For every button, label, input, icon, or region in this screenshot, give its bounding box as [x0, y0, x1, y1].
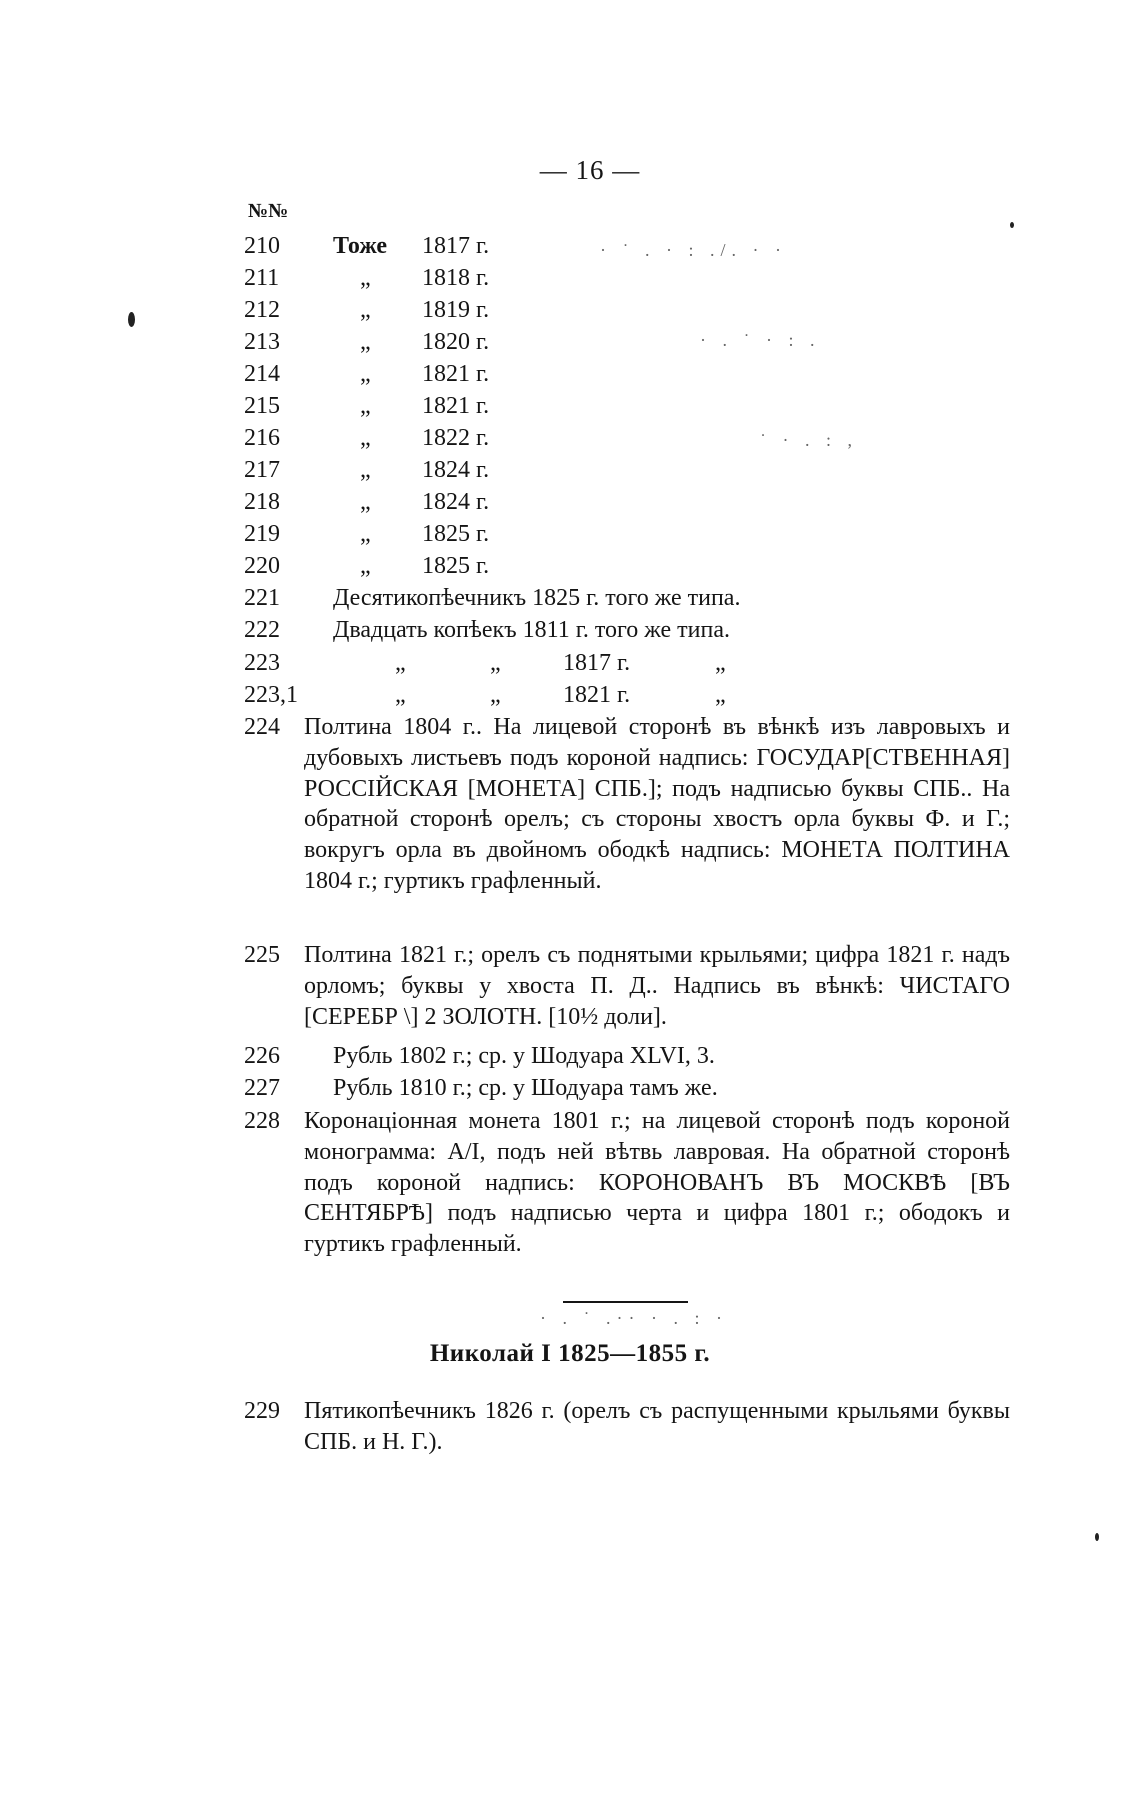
entry-text: Десятикопѣечникъ 1825 г. того же типа.: [333, 585, 741, 611]
entry-text: Пятикопѣечникъ 1826 г. (орелъ съ распущенными крыльями буквы СПБ. и Н. Г.).: [304, 1398, 1010, 1455]
entry-year: 1821 г.: [422, 361, 490, 387]
entry-text: Двадцать копѣекъ 1811 г. того же типа.: [333, 617, 731, 643]
entry-label: Тоже: [333, 233, 388, 259]
number-column-header: №№: [248, 200, 289, 222]
entry-text: Рубль 1802 г.; ср. у Шодуара XLVI, 3.: [333, 1043, 715, 1069]
entry-number: 222: [244, 617, 280, 643]
entry-number: 227: [244, 1075, 280, 1101]
entry-number: 223,1: [244, 682, 298, 708]
entry-text: Коронаціонная монета 1801 г.; на лицевой сторонѣ подъ короной монограмма: A/I, подъ ней вѣтвь лавровая. На обратной сторонѣ подъ короной надпись: КОРОНОВАНЪ ВЪ МОСКВѢ [ВЪ СЕНТЯБРѢ] подъ надписью черта и цифра 1801 г.; ободокъ и гуртикъ графленный.: [304, 1108, 1010, 1258]
entry-year: 1819 г.: [422, 297, 490, 323]
entry-number: 219: [244, 521, 280, 547]
ditto-mark: „: [360, 553, 371, 579]
entry-number: 229: [244, 1398, 280, 1424]
section-divider: [563, 1301, 688, 1303]
entry-number: 220: [244, 553, 280, 579]
entry-number: 218: [244, 489, 280, 515]
entry-number: 213: [244, 329, 280, 355]
entry-year: 1821 г.: [563, 682, 631, 708]
ditto-mark: „: [715, 682, 726, 708]
scan-noise: · . ˙ · : .: [700, 330, 821, 350]
entry-text: Полтина 1821 г.; орелъ съ поднятыми крыльями; цифра 1821 г. надъ орломъ; буквы у хвоста П. Д.. Надпись въ вѣнкѣ: ЧИСТАГО [СЕРЕБР \] 2 ЗОЛОТН. [10½ доли].: [304, 942, 1010, 1030]
ditto-mark: „: [360, 457, 371, 483]
ditto-mark: „: [490, 682, 501, 708]
ditto-mark: „: [490, 650, 501, 676]
ditto-mark: „: [395, 650, 406, 676]
entry-number: 226: [244, 1043, 280, 1069]
ditto-mark: „: [715, 650, 726, 676]
entry-text: Рубль 1810 г.; ср. у Шодуара тамъ же.: [333, 1075, 718, 1101]
ditto-mark: „: [360, 425, 371, 451]
entry-number: 212: [244, 297, 280, 323]
ditto-mark: „: [360, 297, 371, 323]
entry-year: 1817 г.: [422, 233, 490, 259]
entry-number: 215: [244, 393, 280, 419]
ditto-mark: „: [360, 521, 371, 547]
entry-number: 223: [244, 650, 280, 676]
entry-number: 224: [244, 714, 280, 740]
ditto-mark: „: [360, 393, 371, 419]
entry-year: 1824 г.: [422, 457, 490, 483]
scan-noise: · ˙ . · : ./. · ·: [600, 240, 787, 260]
page-number: — 16 —: [539, 155, 641, 185]
scan-noise: · . ˙ .·· · . : ·: [540, 1308, 728, 1328]
ink-blot: [1010, 222, 1014, 228]
section-heading: Николай I 1825—1855 г.: [429, 1340, 711, 1367]
entry-year: 1821 г.: [422, 393, 490, 419]
entry-year: 1825 г.: [422, 553, 490, 579]
ditto-mark: „: [360, 489, 371, 515]
entry-year: 1817 г.: [563, 650, 631, 676]
entry-number: 216: [244, 425, 280, 451]
entry-number: 210: [244, 233, 280, 259]
ditto-mark: „: [395, 682, 406, 708]
entry-number: 225: [244, 942, 280, 968]
entry-year: 1818 г.: [422, 265, 490, 291]
entry-number: 221: [244, 585, 280, 611]
entry-text: Полтина 1804 г.. На лицевой сторонѣ въ вѣнкѣ изъ лавровыхъ и дубовыхъ листьевъ подъ короной надпись: ГОСУДАР[СТВЕННАЯ] РОССІЙСКАЯ [МОНЕТА] СПБ.]; подъ надписью буквы СПБ.. На обратной сторонѣ орелъ; съ стороны хвостъ орла буквы Ф. и Г.; вокругъ орла въ двойномъ ободкѣ надпись: МОНЕТА ПОЛТИНА 1804 г.; гуртикъ графленный.: [304, 714, 1010, 894]
entry-number: 211: [244, 265, 280, 291]
ink-blot: [1095, 1533, 1099, 1541]
entry-year: 1822 г.: [422, 425, 490, 451]
ink-blot: [128, 312, 135, 327]
entry-year: 1824 г.: [422, 489, 490, 515]
ditto-mark: „: [360, 329, 371, 355]
entry-number: 214: [244, 361, 280, 387]
scan-noise: ˙ · . : ,: [760, 430, 858, 450]
entry-year: 1825 г.: [422, 521, 490, 547]
entry-number: 228: [244, 1108, 280, 1134]
entry-number: 217: [244, 457, 280, 483]
ditto-mark: „: [360, 361, 371, 387]
ditto-mark: „: [360, 265, 371, 291]
entry-year: 1820 г.: [422, 329, 490, 355]
